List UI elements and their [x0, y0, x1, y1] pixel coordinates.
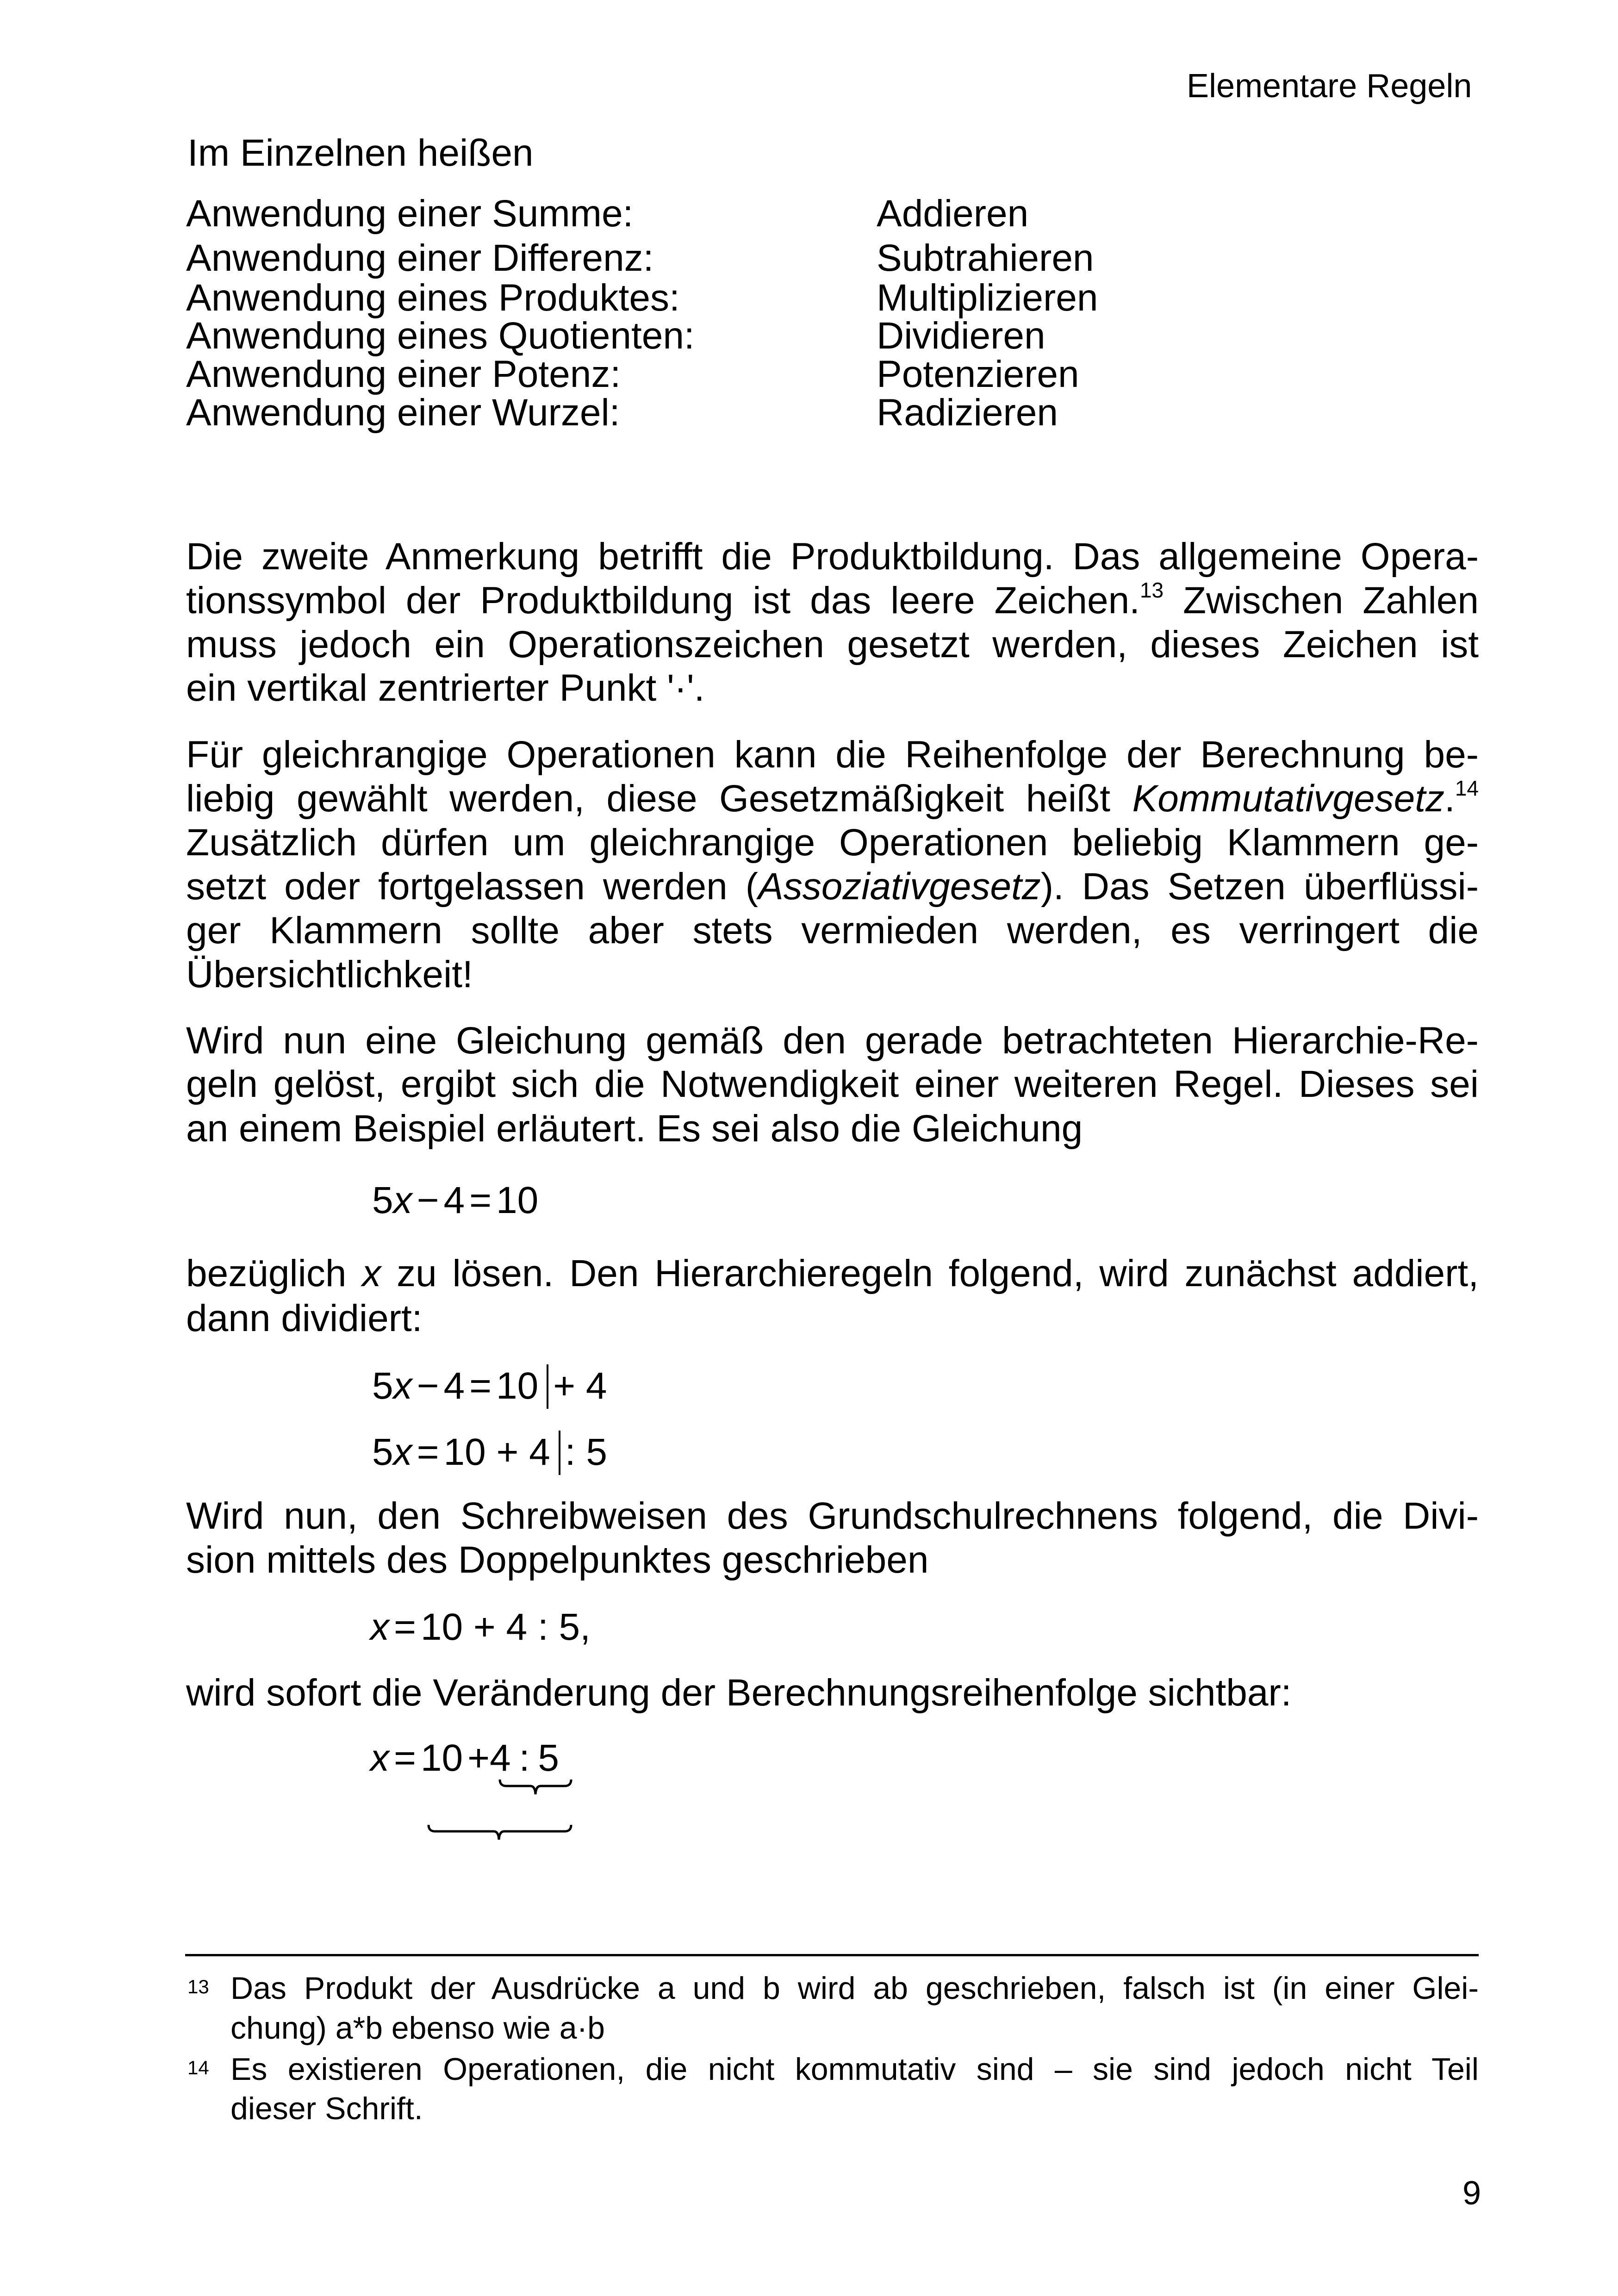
footnote-text: chung) a*b ebenso wie a·b: [230, 2010, 605, 2046]
eq-var: x: [393, 1431, 412, 1473]
text-line: Für gleichrangige Operationen kann die Reihenfolge der Berechnung be-: [186, 734, 1479, 776]
text-line: [186, 1252, 1479, 1294]
text-span: ). Das Setzen überflüssi-: [1040, 865, 1479, 908]
eq-step: + 4: [553, 1365, 607, 1407]
footnote-number: 14: [187, 2057, 209, 2078]
table-row-verb: Subtrahieren: [877, 237, 1094, 279]
footnote-ref-14[interactable]: 14: [1455, 776, 1479, 800]
text-line: sion mittels des Doppelpunktes geschrieben: [186, 1539, 929, 1581]
page-number: 9: [1462, 2175, 1481, 2212]
eq-op: :: [519, 1737, 530, 1779]
eq-trail: ,: [580, 1606, 591, 1648]
text-span: setzt oder fortgelassen werden (: [186, 865, 759, 908]
eq-step-bar: [559, 1431, 560, 1475]
text-line: ein vertikal zentrierter Punkt '·'.: [186, 667, 705, 709]
eq-op: −: [417, 1365, 439, 1407]
equation-2: [372, 1364, 607, 1409]
footnote-ref-13[interactable]: 13: [1139, 578, 1164, 602]
eq-const: 4: [443, 1365, 465, 1407]
var-x: x: [362, 1252, 381, 1294]
table-row-term: Anwendung einer Potenz:: [186, 353, 621, 395]
eq-var: x: [370, 1737, 389, 1779]
table-row-term: Anwendung einer Differenz:: [186, 237, 654, 279]
text-span: liebig gewählt werden, diese Gesetzmäßigkeit heißt: [186, 778, 1133, 820]
eq-coef: 5: [372, 1179, 393, 1221]
underbrace-outer: [427, 1824, 573, 1842]
eq-var: x: [370, 1606, 389, 1648]
footnote-separator: [185, 1954, 1479, 1956]
text-line: dann dividiert:: [186, 1297, 423, 1339]
term-assoziativgesetz: Assoziativgesetz: [758, 865, 1041, 908]
text-line: Wird nun, den Schreibweisen des Grundschulrechnens folgend, die Divi-: [186, 1495, 1479, 1537]
equation-5: [370, 1739, 559, 1777]
running-header: Elementare Regeln: [1187, 68, 1472, 105]
eq-rhs: 10: [496, 1365, 539, 1407]
text-line: wird sofort die Veränderung der Berechnungsreihenfolge sichtbar:: [186, 1672, 1292, 1714]
eq-var: x: [393, 1179, 412, 1221]
table-row-verb: Multiplizieren: [877, 277, 1098, 319]
eq-step-bar: [547, 1364, 548, 1409]
footnote-number: 13: [187, 1976, 209, 1997]
text-span: tionssymbol der Produktbildung ist das leere Zeichen.: [186, 579, 1140, 622]
eq-equals: =: [394, 1606, 416, 1648]
text-line: an einem Beispiel erläutert. Es sei also die Gleichung: [186, 1108, 1083, 1150]
footnote-text: dieser Schrift.: [230, 2091, 423, 2126]
equation-3: [372, 1431, 607, 1475]
eq-step: : 5: [565, 1431, 607, 1473]
equation-1: [372, 1179, 539, 1221]
text-span: zu lösen. Den Hierarchieregeln folgend, wird zunächst addiert,: [381, 1252, 1479, 1294]
eq-coef: 5: [372, 1431, 393, 1473]
text-line: Übersichtlichkeit!: [186, 953, 473, 996]
text-span: .: [1444, 778, 1455, 820]
eq-op: −: [417, 1179, 439, 1221]
equation-4: [370, 1608, 591, 1646]
text-line: ger Klammern sollte aber stets vermieden werden, es verringert die: [186, 909, 1479, 952]
eq-term: 4: [490, 1737, 511, 1779]
eq-rhs: 10 + 4: [443, 1431, 550, 1473]
term-kommutativgesetz: Kommutativgesetz: [1132, 778, 1445, 820]
eq-term: 5: [538, 1737, 560, 1779]
text-span: bezüglich: [186, 1252, 362, 1294]
table-row-term: Anwendung eines Quotienten:: [186, 315, 695, 357]
eq-equals: =: [469, 1365, 492, 1407]
eq-equals: =: [469, 1179, 492, 1221]
table-row-verb: Addieren: [877, 193, 1029, 235]
table-row-term: Anwendung eines Produktes:: [186, 277, 680, 319]
text-line: Wird nun eine Gleichung gemäß den gerade betrachteten Hierarchie-Re-: [186, 1020, 1479, 1062]
footnote-text: Das Produkt der Ausdrücke a und b wird ab geschrieben, falsch ist (in einer Glei-: [230, 1971, 1479, 2006]
eq-equals: =: [394, 1737, 416, 1779]
text-span: Zwischen Zahlen: [1164, 579, 1479, 622]
eq-const: 4: [443, 1179, 465, 1221]
text-line: [186, 776, 1479, 820]
eq-rhs: 10: [496, 1179, 539, 1221]
table-row-verb: Potenzieren: [877, 353, 1079, 395]
eq-op: +: [467, 1737, 490, 1779]
text-line: geln gelöst, ergibt sich die Notwendigkeit einer weiteren Regel. Dieses sei: [186, 1063, 1479, 1105]
intro-line: Im Einzelnen heißen: [187, 132, 534, 174]
text-line: Zusätzlich dürfen um gleichrangige Operationen beliebig Klammern ge-: [186, 821, 1479, 864]
eq-equals: =: [417, 1431, 439, 1473]
text-line: Die zweite Anmerkung betrifft die Produktbildung. Das allgemeine Opera-: [186, 535, 1479, 578]
table-row-term: Anwendung einer Summe:: [186, 193, 634, 235]
table-row-term: Anwendung einer Wurzel:: [186, 392, 620, 434]
table-row-verb: Dividieren: [877, 315, 1045, 357]
eq-rhs: 10 + 4 : 5: [420, 1606, 580, 1648]
text-line: [186, 578, 1479, 622]
underbrace-inner: [498, 1779, 573, 1797]
text-line: [186, 865, 1479, 908]
eq-var: x: [393, 1365, 412, 1407]
eq-coef: 5: [372, 1365, 393, 1407]
footnote-text: Es existieren Operationen, die nicht kommutativ sind – sie sind jedoch nicht Teil: [230, 2052, 1479, 2087]
table-row-verb: Radizieren: [877, 392, 1058, 434]
text-line: muss jedoch ein Operationszeichen gesetzt werden, dieses Zeichen ist: [186, 623, 1479, 666]
eq-term: 10: [420, 1737, 463, 1779]
